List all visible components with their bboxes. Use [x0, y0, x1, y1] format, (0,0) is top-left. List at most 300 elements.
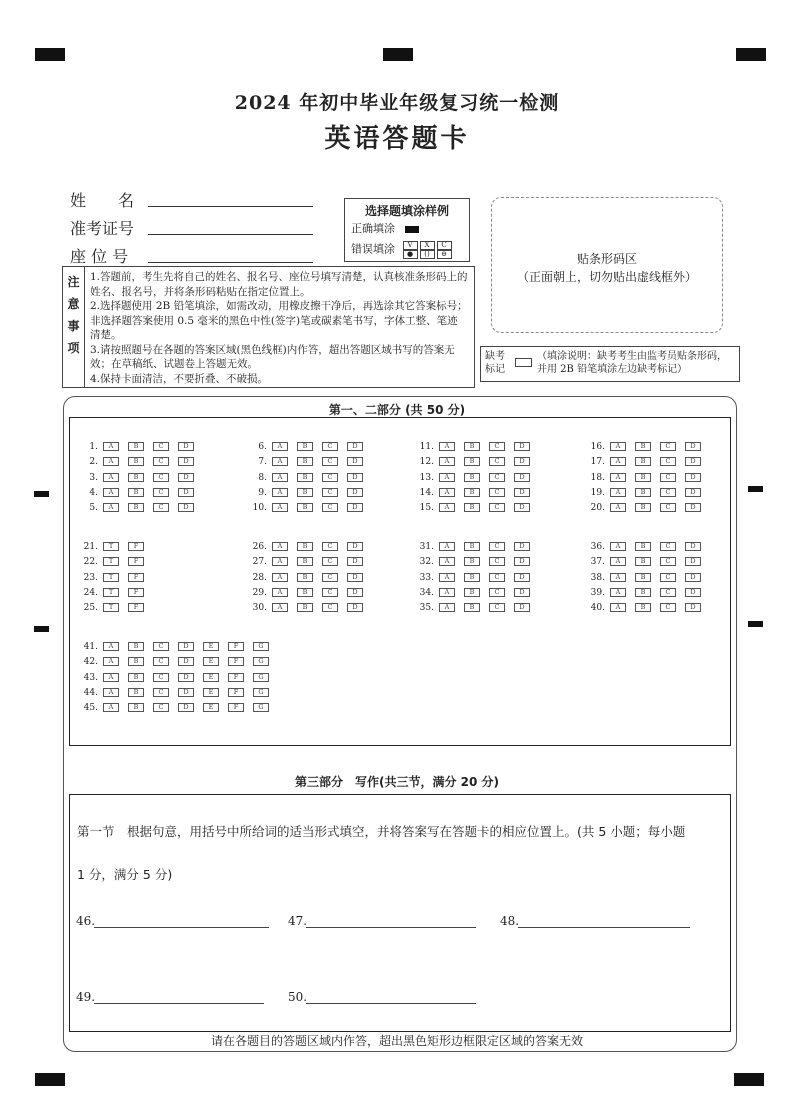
wrong-fill-label: 错误填涂 — [351, 242, 395, 256]
answer-bubble[interactable]: A — [272, 457, 288, 466]
answer-bubble[interactable]: E — [203, 642, 219, 651]
answer-bubble[interactable]: D — [347, 603, 363, 612]
answer-bubble[interactable]: A — [439, 603, 455, 612]
answer-bubble[interactable]: D — [178, 673, 194, 682]
question-number: 39. — [590, 587, 605, 598]
answer-bubble[interactable]: A — [272, 542, 288, 551]
answer-bubble[interactable]: C — [322, 442, 338, 451]
answer-bubble[interactable]: C — [660, 603, 676, 612]
notes-side-label: 注 意 事 项 — [63, 267, 85, 387]
answer-bubble[interactable]: A — [272, 603, 288, 612]
answer-bubble[interactable]: D — [347, 542, 363, 551]
answer-bubble[interactable]: D — [178, 457, 194, 466]
card-title: 英语答题卡 — [324, 124, 470, 154]
answer-bubble[interactable]: A — [103, 503, 119, 512]
answer-bubble[interactable]: B — [635, 488, 651, 497]
answer-bubble[interactable]: A — [103, 642, 119, 651]
section1-instruction-cont: 1 分，满分 5 分) — [77, 867, 173, 882]
answer-bubble[interactable]: B — [128, 442, 144, 451]
question-row — [76, 572, 153, 584]
question-row — [412, 502, 539, 514]
answer-bubble[interactable]: D — [178, 642, 194, 651]
question-number: 44. — [83, 687, 98, 698]
answer-bubble[interactable]: C — [322, 542, 338, 551]
question-number: 29. — [252, 587, 267, 598]
answer-bubble[interactable]: G — [253, 657, 269, 666]
answer-bubble[interactable]: D — [685, 588, 701, 597]
answer-bubble[interactable]: A — [610, 557, 626, 566]
question-row — [412, 556, 539, 568]
answer-bubble[interactable]: D — [178, 488, 194, 497]
section1-instruction: 第一节 根据句意，用括号中所给词的适当形式填空，并将答案写在答题卡的相应位置上。(共 5 小题；每小题 — [77, 824, 686, 839]
timing-mark-top-left — [35, 48, 65, 61]
question-number: 8. — [258, 472, 267, 483]
answer-bubble[interactable]: D — [514, 442, 530, 451]
answer-bubble[interactable]: D — [685, 557, 701, 566]
answer-bubble[interactable]: D — [178, 703, 194, 712]
blank-48[interactable]: 48. — [500, 914, 692, 930]
answer-bubble[interactable]: B — [635, 473, 651, 482]
name-field[interactable] — [148, 205, 313, 207]
question-row — [583, 541, 710, 553]
answer-bubble[interactable]: D — [685, 573, 701, 582]
answer-bubble[interactable]: A — [272, 573, 288, 582]
answer-bubble[interactable]: D — [514, 603, 530, 612]
answer-bubble[interactable]: F — [128, 542, 144, 551]
answer-bubble[interactable]: B — [635, 503, 651, 512]
answer-bubble[interactable]: D — [685, 488, 701, 497]
question-row — [583, 587, 710, 599]
answer-bubble[interactable]: B — [128, 473, 144, 482]
question-row — [412, 472, 539, 484]
question-number: 41. — [83, 642, 98, 652]
answer-bubble[interactable]: D — [514, 503, 530, 512]
exam-number-label: 准考证号 — [70, 219, 135, 238]
answer-bubble[interactable]: D — [347, 557, 363, 566]
answer-bubble[interactable]: C — [153, 457, 169, 466]
timing-mark-bottom-left — [35, 1073, 65, 1086]
question-number: 20. — [590, 503, 605, 514]
question-number: 3. — [89, 472, 98, 483]
question-number: 27. — [252, 557, 267, 568]
answer-bubble[interactable]: B — [297, 488, 313, 497]
question-number: 34. — [419, 587, 434, 598]
barcode-title: 贴条形码区 — [576, 252, 637, 266]
answer-bubble[interactable]: C — [322, 503, 338, 512]
correct-fill-sample — [405, 226, 419, 233]
question-row — [76, 602, 153, 614]
answer-bubble[interactable]: A — [272, 503, 288, 512]
answer-bubble[interactable]: A — [103, 688, 119, 697]
answer-bubble[interactable]: B — [297, 457, 313, 466]
question-number: 36. — [590, 542, 605, 552]
answer-bubble[interactable]: B — [635, 442, 651, 451]
note-item: 4.保持卡面清洁，不要折叠、不破损。 — [90, 372, 269, 385]
answer-bubble[interactable]: A — [439, 503, 455, 512]
barcode-subtitle: （正面朝上，切勿贴出虚线框外） — [516, 270, 697, 284]
question-row — [76, 502, 203, 514]
answer-bubble[interactable]: C — [489, 488, 505, 497]
answer-bubble[interactable]: F — [128, 557, 144, 566]
answer-bubble[interactable]: C — [489, 557, 505, 566]
answer-bubble[interactable]: A — [610, 588, 626, 597]
question-number: 15. — [419, 503, 434, 514]
question-number: 2. — [89, 457, 98, 468]
answer-bubble[interactable]: D — [685, 473, 701, 482]
question-number: 28. — [252, 572, 267, 583]
question-number: 9. — [258, 487, 267, 498]
answer-bubble[interactable]: A — [610, 488, 626, 497]
answer-bubble[interactable]: A — [610, 603, 626, 612]
answer-bubble[interactable]: D — [347, 503, 363, 512]
question-number: 10. — [252, 503, 267, 514]
answer-bubble[interactable]: F — [128, 603, 144, 612]
fill-sample-box — [344, 198, 470, 262]
question-row — [245, 472, 372, 484]
answer-bubble[interactable]: G — [253, 673, 269, 682]
answer-bubble[interactable]: B — [464, 442, 480, 451]
answer-bubble[interactable]: B — [297, 542, 313, 551]
answer-bubble[interactable]: A — [272, 488, 288, 497]
answer-bubble[interactable]: B — [635, 603, 651, 612]
answer-bubble[interactable]: C — [153, 442, 169, 451]
answer-bubble[interactable]: B — [464, 588, 480, 597]
question-number: 21. — [83, 542, 98, 552]
answer-bubble[interactable]: F — [228, 673, 244, 682]
answer-bubble[interactable]: B — [128, 503, 144, 512]
answer-bubble[interactable]: F — [128, 588, 144, 597]
answer-bubble[interactable]: D — [685, 503, 701, 512]
seat-number-label: 座 位 号 — [70, 247, 129, 266]
timing-mark-left-1 — [34, 491, 49, 497]
absent-mark-box — [480, 346, 740, 382]
answer-bubble[interactable]: A — [103, 457, 119, 466]
answer-bubble[interactable]: B — [128, 703, 144, 712]
answer-bubble[interactable]: D — [178, 688, 194, 697]
answer-bubble[interactable]: D — [514, 473, 530, 482]
answer-bubble[interactable]: C — [322, 603, 338, 612]
footer-note: 请在各题目的答题区域内作答，超出黑色矩形边框限定区域的答案无效 — [210, 1034, 583, 1048]
answer-bubble[interactable]: A — [610, 457, 626, 466]
answer-bubble[interactable]: C — [660, 557, 676, 566]
answer-bubble[interactable]: E — [203, 673, 219, 682]
answer-bubble[interactable]: B — [128, 673, 144, 682]
answer-bubble[interactable]: B — [297, 573, 313, 582]
blank-46[interactable]: 46. — [76, 914, 271, 930]
answer-bubble[interactable]: B — [297, 588, 313, 597]
answer-bubble[interactable]: C — [153, 673, 169, 682]
blank-49[interactable]: 49. — [76, 990, 266, 1006]
question-number: 30. — [252, 603, 267, 614]
question-row — [412, 541, 539, 553]
answer-bubble[interactable]: A — [439, 542, 455, 551]
timing-mark-right-2 — [748, 621, 763, 627]
answer-bubble[interactable]: E — [203, 703, 219, 712]
question-number: 26. — [252, 542, 267, 552]
answer-bubble[interactable]: E — [203, 688, 219, 697]
answer-bubble[interactable]: C — [322, 488, 338, 497]
answer-bubble[interactable]: C — [153, 703, 169, 712]
answer-bubble[interactable]: D — [347, 488, 363, 497]
answer-bubble[interactable]: C — [322, 588, 338, 597]
answer-bubble[interactable]: F — [228, 657, 244, 666]
answer-bubble[interactable]: G — [253, 688, 269, 697]
answer-bubble[interactable]: D — [347, 442, 363, 451]
answer-bubble[interactable]: A — [610, 473, 626, 482]
answer-bubble[interactable]: A — [439, 588, 455, 597]
question-row — [583, 556, 710, 568]
barcode-area[interactable] — [491, 197, 723, 333]
answer-bubble[interactable]: A — [103, 703, 119, 712]
question-number: 6. — [258, 442, 267, 452]
question-row — [76, 687, 278, 699]
answer-bubble[interactable]: C — [489, 573, 505, 582]
answer-bubble[interactable]: B — [464, 473, 480, 482]
answer-bubble[interactable]: A — [272, 442, 288, 451]
answer-bubble[interactable]: B — [128, 688, 144, 697]
answer-bubble[interactable]: D — [514, 488, 530, 497]
answer-bubble[interactable]: G — [253, 703, 269, 712]
question-number: 32. — [419, 557, 434, 568]
absent-desc: （填涂说明：缺考考生由监考员贴条形码，并用 2B 铅笔填涂左边缺考标记） — [537, 351, 727, 375]
answer-bubble[interactable]: B — [128, 457, 144, 466]
answer-bubble[interactable]: B — [464, 603, 480, 612]
answer-bubble[interactable]: B — [128, 657, 144, 666]
answer-bubble[interactable]: B — [297, 442, 313, 451]
answer-bubble[interactable]: T — [103, 588, 119, 597]
seat-number-field[interactable] — [148, 261, 313, 263]
question-row — [76, 672, 278, 684]
answer-bubble[interactable]: B — [464, 573, 480, 582]
answer-bubble[interactable]: A — [439, 573, 455, 582]
answer-bubble[interactable]: C — [660, 542, 676, 551]
question-row — [583, 602, 710, 614]
answer-bubble[interactable]: B — [297, 503, 313, 512]
answer-bubble[interactable]: A — [610, 542, 626, 551]
question-number: 12. — [419, 457, 434, 468]
answer-bubble[interactable]: A — [103, 473, 119, 482]
question-number: 7. — [258, 457, 267, 468]
question-row — [76, 587, 153, 599]
question-row — [245, 572, 372, 584]
answer-bubble[interactable]: F — [228, 642, 244, 651]
answer-bubble[interactable]: C — [322, 457, 338, 466]
answer-bubble[interactable]: C — [660, 442, 676, 451]
answer-bubble[interactable]: D — [178, 473, 194, 482]
question-row — [245, 541, 372, 553]
answer-bubble[interactable]: B — [635, 542, 651, 551]
blank-47[interactable]: 47. — [288, 914, 478, 930]
question-row — [583, 456, 710, 468]
answer-bubble[interactable]: B — [297, 473, 313, 482]
wrong-mark-sample: ● — [403, 250, 418, 259]
answer-bubble[interactable]: C — [489, 542, 505, 551]
question-row — [245, 502, 372, 514]
answer-bubble[interactable]: A — [439, 473, 455, 482]
answer-bubble[interactable]: D — [514, 588, 530, 597]
answer-bubble[interactable]: C — [153, 688, 169, 697]
note-item: 3.请按照题号在各题的答案区域(黑色线框)内作答，超出答题区域书写的答案无效；在草稿纸、试题卷上答题无效。 — [90, 343, 455, 370]
answer-bubble[interactable]: C — [153, 473, 169, 482]
answer-bubble[interactable]: F — [228, 703, 244, 712]
question-number: 37. — [590, 557, 605, 568]
question-number: 1. — [89, 442, 98, 452]
question-row — [76, 702, 278, 714]
exam-number-field[interactable] — [148, 233, 313, 235]
answer-bubble[interactable]: D — [347, 573, 363, 582]
question-row — [412, 441, 539, 453]
answer-bubble[interactable]: B — [464, 542, 480, 551]
answer-bubble[interactable]: D — [514, 557, 530, 566]
note-item: 1.答题前，考生先将自己的姓名、报名号、座位号填写清楚，认真核准条形码上的姓名、报名号，并将条形码粘贴在指定位置上。 — [90, 271, 468, 298]
answer-bubble[interactable]: C — [660, 457, 676, 466]
answer-bubble[interactable]: D — [514, 573, 530, 582]
answer-bubble[interactable]: C — [322, 557, 338, 566]
question-number: 11. — [419, 442, 434, 452]
answer-bubble[interactable]: E — [203, 657, 219, 666]
answer-bubble[interactable]: B — [464, 488, 480, 497]
question-number: 19. — [590, 487, 605, 498]
question-row — [412, 456, 539, 468]
question-number: 40. — [590, 603, 605, 614]
answer-bubble[interactable]: B — [297, 603, 313, 612]
answer-bubble[interactable]: F — [128, 573, 144, 582]
answer-bubble[interactable]: C — [660, 488, 676, 497]
answer-bubble[interactable]: A — [439, 442, 455, 451]
answer-bubble[interactable]: T — [103, 603, 119, 612]
answer-bubble[interactable]: C — [489, 503, 505, 512]
answer-bubble[interactable]: D — [347, 473, 363, 482]
question-number: 31. — [419, 542, 434, 552]
question-number: 4. — [89, 487, 98, 498]
question-row — [412, 487, 539, 499]
question-number: 38. — [590, 572, 605, 583]
answer-bubble[interactable]: D — [685, 542, 701, 551]
answer-bubble[interactable]: B — [128, 488, 144, 497]
question-row — [76, 487, 203, 499]
fill-sample-title: 选择题填涂样例 — [364, 204, 449, 218]
timing-mark-top-right — [736, 48, 766, 61]
answer-bubble[interactable]: B — [464, 457, 480, 466]
question-number: 42. — [83, 657, 98, 668]
answer-bubble[interactable]: B — [635, 573, 651, 582]
answer-bubble[interactable]: A — [103, 673, 119, 682]
answer-bubble[interactable]: C — [660, 503, 676, 512]
answer-bubble[interactable]: A — [610, 442, 626, 451]
answer-bubble[interactable]: B — [464, 557, 480, 566]
question-number: 5. — [89, 503, 98, 514]
answer-bubble[interactable]: C — [660, 588, 676, 597]
answer-bubble[interactable]: B — [635, 457, 651, 466]
answer-bubble[interactable]: C — [153, 642, 169, 651]
answer-bubble[interactable]: C — [322, 473, 338, 482]
answer-bubble[interactable]: A — [103, 488, 119, 497]
answer-bubble[interactable]: D — [685, 603, 701, 612]
answer-bubble[interactable]: C — [489, 457, 505, 466]
answer-bubble[interactable]: T — [103, 557, 119, 566]
answer-bubble[interactable]: D — [347, 457, 363, 466]
answer-bubble[interactable]: A — [439, 557, 455, 566]
answer-bubble[interactable]: A — [439, 488, 455, 497]
timing-mark-right-1 — [748, 486, 763, 492]
answer-bubble[interactable]: C — [322, 573, 338, 582]
answer-bubble[interactable]: A — [103, 657, 119, 666]
wrong-mark-sample: V — [403, 241, 418, 250]
answer-bubble[interactable]: D — [178, 657, 194, 666]
answer-bubble[interactable]: T — [103, 573, 119, 582]
question-row — [583, 472, 710, 484]
answer-bubble[interactable]: C — [153, 488, 169, 497]
question-number: 22. — [83, 557, 98, 568]
answer-bubble[interactable]: C — [489, 473, 505, 482]
answer-bubble[interactable]: C — [153, 657, 169, 666]
answer-bubble[interactable]: D — [685, 457, 701, 466]
question-row — [76, 541, 153, 553]
question-number: 25. — [83, 603, 98, 614]
answer-bubble[interactable]: D — [685, 442, 701, 451]
wrong-mark-sample: ⊖ — [437, 250, 452, 259]
question-row — [76, 441, 203, 453]
answer-bubble[interactable]: D — [514, 457, 530, 466]
question-row — [76, 656, 278, 668]
absent-label: 缺考标记 — [485, 351, 505, 375]
answer-bubble[interactable]: B — [464, 503, 480, 512]
question-row — [76, 556, 153, 568]
answer-bubble[interactable]: D — [514, 542, 530, 551]
question-row — [412, 587, 539, 599]
timing-mark-top-center — [383, 48, 413, 61]
question-row — [583, 502, 710, 514]
wrong-mark-sample: C — [437, 241, 452, 250]
name-label: 姓 名 — [70, 191, 135, 210]
answer-bubble[interactable]: A — [272, 588, 288, 597]
question-row — [76, 456, 203, 468]
answer-bubble[interactable]: C — [489, 442, 505, 451]
answer-bubble[interactable]: A — [272, 473, 288, 482]
question-number: 14. — [419, 487, 434, 498]
answer-bubble[interactable]: T — [103, 542, 119, 551]
answer-bubble[interactable]: B — [128, 642, 144, 651]
answer-bubble[interactable]: G — [253, 642, 269, 651]
answer-bubble[interactable]: C — [153, 503, 169, 512]
answer-bubble[interactable]: A — [272, 557, 288, 566]
answer-bubble[interactable]: A — [103, 442, 119, 451]
answer-bubble[interactable]: B — [297, 557, 313, 566]
answer-bubble[interactable]: A — [610, 573, 626, 582]
answer-bubble[interactable]: C — [660, 473, 676, 482]
question-row — [412, 572, 539, 584]
absent-mark-bubble[interactable] — [515, 358, 532, 367]
question-row — [245, 556, 372, 568]
exam-title: 2024 年初中毕业年级复习统一检测 — [234, 92, 560, 114]
answer-bubble[interactable]: B — [635, 588, 651, 597]
answer-bubble[interactable]: B — [635, 557, 651, 566]
answer-bubble[interactable]: D — [178, 503, 194, 512]
question-row — [245, 456, 372, 468]
answer-bubble[interactable]: D — [347, 588, 363, 597]
answer-bubble[interactable]: D — [178, 442, 194, 451]
question-number: 23. — [83, 572, 98, 583]
question-row — [76, 641, 278, 653]
blank-50[interactable]: 50. — [288, 990, 478, 1006]
answer-bubble[interactable]: F — [228, 688, 244, 697]
answer-bubble[interactable]: C — [660, 573, 676, 582]
answer-bubble[interactable]: C — [489, 603, 505, 612]
answer-bubble[interactable]: A — [610, 503, 626, 512]
answer-bubble[interactable]: C — [489, 588, 505, 597]
answer-bubble[interactable]: A — [439, 457, 455, 466]
question-row — [245, 441, 372, 453]
